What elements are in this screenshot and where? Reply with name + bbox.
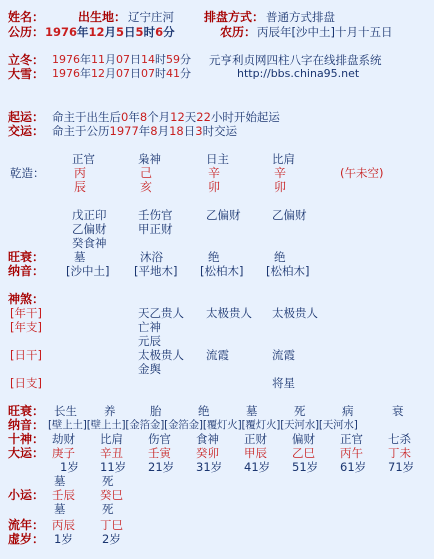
shensha-yb-month-a: 亡神 — [138, 320, 161, 334]
hidden-year-3: 癸食神 — [72, 236, 107, 250]
lidong-date: 1976年11月07日14时59分 — [52, 53, 191, 66]
dayun-5: 甲辰 — [244, 446, 267, 460]
wangshuai-year: 墓 — [74, 250, 86, 264]
liunian-2: 丁巳 — [100, 518, 123, 532]
dayun-2: 辛丑 — [100, 446, 123, 460]
xusui-2: 2岁 — [102, 532, 121, 546]
daxue-label: 大雪： — [8, 67, 45, 81]
shensha-ds-day: 流霞 — [206, 348, 229, 362]
wangshuai-hour: 绝 — [274, 250, 286, 264]
dayun-label: 大运： — [8, 446, 45, 460]
luck-ws-1: 长生 — [54, 404, 77, 418]
xusui-1: 1岁 — [54, 532, 73, 546]
pillar-god-month: 枭神 — [138, 152, 161, 166]
hidden-year-2: 乙偏财 — [72, 222, 107, 236]
layout-label: 排盘方式： — [204, 10, 265, 24]
dayun-4: 癸卯 — [196, 446, 219, 460]
luck-nayin-row: [壁上土][壁上土][金箔金][金箔金][覆灯火][覆灯火][天河水][天河水] — [48, 419, 358, 431]
xusui-label: 虚岁： — [8, 532, 45, 546]
dayun-age-5: 41岁 — [244, 460, 271, 474]
shensha-ys-month: 天乙贵人 — [138, 306, 184, 320]
qianzao-label: 乾造： — [10, 166, 45, 180]
luck-ws-2: 养 — [104, 404, 116, 418]
pillar-god-hour: 比肩 — [272, 152, 295, 166]
dayun-age-1: 1岁 — [60, 460, 79, 474]
qiyun-label: 起运： — [8, 110, 45, 124]
pillar-stem-month: 己 — [140, 166, 153, 180]
dayun-6: 乙巳 — [292, 446, 315, 460]
luck-ws-4: 绝 — [198, 404, 210, 418]
dayun-7: 丙午 — [340, 446, 363, 460]
wangshuai-month: 沐浴 — [140, 250, 163, 264]
dayun-age-8: 71岁 — [388, 460, 415, 474]
birthplace-value: 辽宁庄河 — [128, 10, 174, 24]
luck-ss-1: 劫财 — [52, 432, 75, 446]
void-branches: (午未空) — [340, 166, 384, 180]
luck-ss-5: 正财 — [244, 432, 267, 446]
qiyun-text: 命主于出生后0年8个月12天22小时开始起运 — [52, 110, 280, 124]
layout-value: 普通方式排盘 — [266, 10, 335, 24]
xiaoyun-2: 癸巳 — [100, 488, 123, 502]
hidden-hour-1: 乙偏财 — [272, 208, 307, 222]
xiaoyun-1: 壬辰 — [52, 488, 75, 502]
shensha-ys-day: 太极贵人 — [206, 306, 252, 320]
nayin-day: [松柏木] — [200, 264, 244, 278]
xiaoyun-label: 小运： — [8, 488, 45, 502]
shensha-yb-month-b: 元辰 — [138, 334, 161, 348]
dayun-age-2: 11岁 — [100, 460, 127, 474]
shensha-ys-hour: 太极贵人 — [272, 306, 318, 320]
pillar-stem-day: 辛 — [208, 166, 221, 180]
xiaoyun-ws-1: 墓 — [54, 502, 66, 516]
pre-ws-1: 墓 — [54, 474, 66, 488]
year-branch-label: [年支] — [10, 320, 42, 334]
pillar-god-day: 日主 — [206, 152, 229, 166]
solar-label: 公历： — [8, 25, 45, 39]
hidden-month-2: 甲正财 — [138, 222, 173, 236]
pre-ws-2: 死 — [102, 474, 114, 488]
solar-date: 1976年12月5日5时6分 — [45, 25, 175, 39]
luck-ss-8: 七杀 — [388, 432, 411, 446]
luck-ss-4: 食神 — [196, 432, 219, 446]
luck-ss-7: 正官 — [340, 432, 363, 446]
hidden-day-1: 乙偏财 — [206, 208, 241, 222]
lunar-value: 丙辰年[沙中土]十月十五日 — [257, 25, 393, 39]
day-stem-label: [日干] — [10, 348, 42, 362]
luck-ss-3: 伤官 — [148, 432, 171, 446]
wangshuai-day: 绝 — [208, 250, 220, 264]
shensha-title: 神煞： — [8, 292, 45, 306]
luck-ws-8: 衰 — [392, 404, 404, 418]
luck-ws-7: 病 — [342, 404, 354, 418]
luck-ss-2: 比肩 — [100, 432, 123, 446]
day-branch-label: [日支] — [10, 376, 42, 390]
nayin-hour: [松柏木] — [266, 264, 310, 278]
nayin-month: [平地木] — [134, 264, 178, 278]
nayin-label: 纳音： — [8, 264, 45, 278]
liunian-label: 流年： — [8, 518, 45, 532]
lunar-label: 农历： — [220, 25, 257, 39]
pillar-god-year: 正官 — [72, 152, 95, 166]
shensha-ds-month-b: 金舆 — [138, 362, 161, 376]
nayin-year: [沙中土] — [66, 264, 110, 278]
jiaoyun-text: 命主于公历1977年8月18日3时交运 — [52, 124, 238, 138]
year-stem-label: [年干] — [10, 306, 42, 320]
wangshuai-label: 旺衰： — [8, 250, 45, 264]
jiaoyun-label: 交运： — [8, 124, 45, 138]
liunian-1: 丙辰 — [52, 518, 75, 532]
xiaoyun-ws-2: 死 — [102, 502, 114, 516]
dayun-age-7: 61岁 — [340, 460, 367, 474]
pillar-branch-hour: 卯 — [274, 180, 287, 194]
dayun-age-6: 51岁 — [292, 460, 319, 474]
site-title: 元亨利贞网四柱八字在线排盘系统 — [209, 53, 382, 67]
luck-ws-5: 墓 — [246, 404, 258, 418]
dayun-8: 丁未 — [388, 446, 411, 460]
luck-nayin-label: 纳音： — [8, 418, 45, 432]
luck-ss-6: 偏财 — [292, 432, 315, 446]
luck-shishen-label: 十神： — [8, 432, 45, 446]
pillar-branch-year: 辰 — [74, 180, 87, 194]
shensha-db-hour: 将星 — [272, 376, 295, 390]
pillar-stem-year: 丙 — [74, 166, 87, 180]
site-url[interactable]: http://bbs.china95.net — [237, 67, 360, 80]
birthplace-label: 出生地： — [78, 10, 127, 24]
luck-wangshuai-label: 旺衰： — [8, 404, 45, 418]
dayun-3: 壬寅 — [148, 446, 171, 460]
hidden-year-1: 戊正印 — [72, 208, 107, 222]
dayun-1: 庚子 — [52, 446, 75, 460]
daxue-date: 1976年12月07日07时41分 — [52, 67, 191, 80]
shensha-ds-month-a: 太极贵人 — [138, 348, 184, 362]
dayun-age-3: 21岁 — [148, 460, 175, 474]
hidden-month-1: 壬伤官 — [138, 208, 173, 222]
luck-ws-3: 胎 — [150, 404, 162, 418]
pillar-stem-hour: 辛 — [274, 166, 287, 180]
pillar-branch-month: 亥 — [140, 180, 153, 194]
luck-ws-6: 死 — [294, 404, 306, 418]
shensha-ds-hour: 流霞 — [272, 348, 295, 362]
pillar-branch-day: 卯 — [208, 180, 221, 194]
lidong-label: 立冬： — [8, 53, 45, 67]
name-label: 姓名： — [8, 10, 45, 24]
dayun-age-4: 31岁 — [196, 460, 223, 474]
